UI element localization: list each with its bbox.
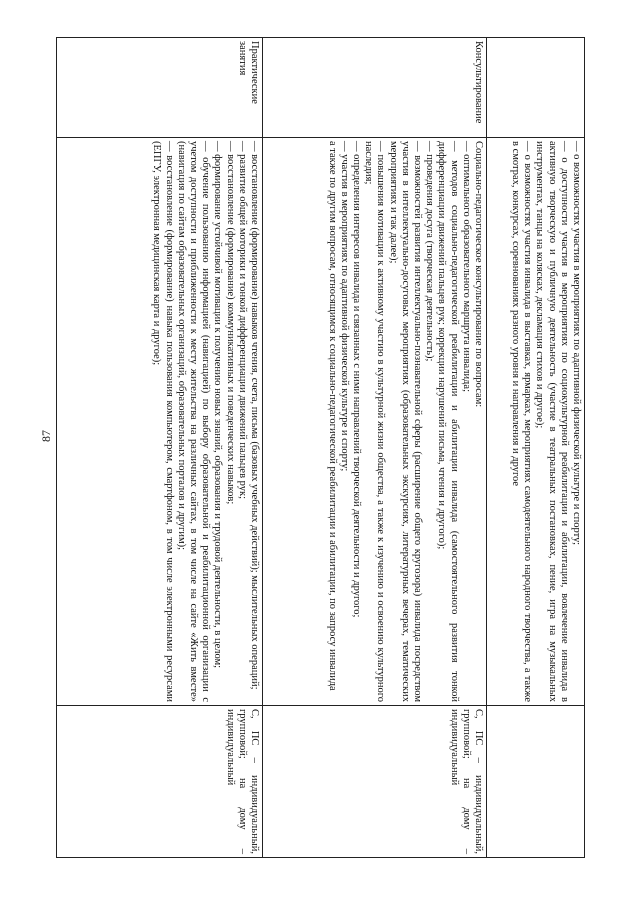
table-row: [263, 38, 487, 858]
content-line: — возможностей развития интеллектуально-познавательной сферы (расширение общего кругозора) инвалида посредством участия в интеллектуально-досуговых мероприятиях (образовательных экскурсиях, литературных вечерах, тематических мероприятиях и так далее);: [387, 141, 423, 702]
rehabilitation-table: [56, 37, 585, 858]
service-content-cell: [487, 138, 585, 706]
service-content-cell: [57, 138, 263, 706]
content-line: — методов социально-педагогической реабилитации и абилитации инвалида (самостоятельного развития тонкой дифференциации движений пальцев рук; коррекции нарушений письма, чтения и другого);: [436, 141, 460, 702]
content-line: — оптимального образовательного маршрута инвалида;: [460, 141, 472, 392]
service-type-cell: Консультирование: [263, 38, 487, 138]
content-line: — о доступности участия в мероприятиях по социокультурной реабилитации и абилитации, вовлечение инвалида в активную творческую и публичную деятельность (участие в театральных постановках, пение, игра на музыкальных инструментах, танцы на колясках, декламация стихов и другое);: [534, 141, 570, 702]
content-line: — восстановление (формирование) навыков чтения, счета, письма (базовых учебных действий); мыслительных операций;: [249, 141, 260, 690]
content-line: — обучение пользованию информацией (навигацией) по выбору образовательной и реабилитационной организации с учетом доступности и приближенности к месту жительства на различных сайтах, в том числе на сайте «Жить вместе» (навигация по сайтам образовательных организаций, образовательных порталов и другим);: [175, 141, 212, 702]
content-line: — восстановление (формирование) навыка пользования компьютером, смартфоном, в том числе электронными ресурсами (ЕПГУ, электронная медицинская карта и другое);: [151, 141, 175, 702]
form-cell: С, ПС – индивидуальный, групповой; на дому – индивидуальный: [263, 706, 487, 858]
content-line: — о возможностях участия в мероприятиях по адаптивной физической культуре и спорту;: [571, 141, 582, 546]
table-row: [487, 38, 585, 858]
content-line: а также по другим вопросам, относящимся к социально-педагогической реабилитации и абилитации, по запросу инвалида: [326, 141, 338, 691]
content-line: — определения интересов инвалида и связанных с ними направлений творческой деятельности и другого;: [350, 141, 362, 618]
service-type-cell: Практические занятия: [57, 38, 263, 138]
rotated-page-content: [57, 37, 585, 857]
page-number: 87: [39, 430, 53, 442]
form-cell: С, ПС – индивидуальный, групповой; на дому – индивидуальный: [57, 706, 263, 858]
content-line: Социально-педагогическое консультирование по вопросам:: [473, 141, 484, 408]
content-line: — повышения мотивации к активному участию в культурной жизни общества, а также к изучению и освоению культурного наследия;: [363, 141, 387, 702]
service-type-cell: [487, 38, 585, 138]
form-cell: [487, 706, 585, 858]
content-line: — развитие общей моторики и тонкой дифференциации движений пальцев рук;: [236, 141, 248, 500]
content-line: — о возможностях участия инвалида в выставках, ярмарках, мероприятиях самодеятельного народного творчества, а также в смотрах, конкурсах, соревнованиях разного уровня и направления и другое: [509, 141, 534, 702]
table-row: [57, 38, 263, 858]
service-content-cell: [263, 138, 487, 706]
content-line: — проведения досуга (творческая деятельность);: [424, 141, 436, 362]
content-line: — участия в мероприятиях по адаптивной физической культуре и спорту;: [338, 141, 350, 472]
content-line: — формирование устойчивой мотивации к получению новых знаний, образования и трудовой деятельности, в целом;: [212, 141, 224, 669]
content-line: — восстановление (формирование) коммуникативных и поведенческих навыков;: [224, 141, 236, 505]
